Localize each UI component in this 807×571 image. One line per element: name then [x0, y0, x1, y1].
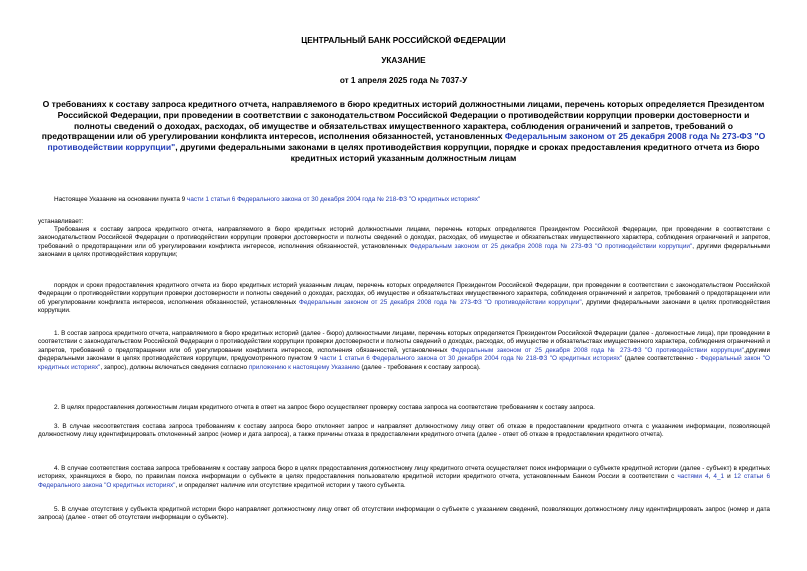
- title-text-tail: , другими федеральными законами в целях противодействия коррупции, порядке и сроках предоставления кредитного отчета из бюро кредитных историй указанным должностным лицам: [175, 142, 760, 163]
- title-text: О требованиях к составу запроса кредитного отчета, направляемого в бюро кредитных историй должностными лицами, перечень которых определяется Президентом Российской Федерации, при проведении в соответствии с законодательством Российской Федерации о противодействии коррупции проверки достоверности и полноты сведений о доходах, расходах, об имуществе и обязательствах имущественного характера, соблюдения ограничений и запретов, требований о предотвращении или об урегулировании конфликта интересов, исполнения обязанностей, установленных: [41, 99, 765, 142]
- law-link[interactable]: Федеральным законом от 25 декабря 2008 года № 273-ФЗ "О противодействии коррупции": [299, 298, 582, 306]
- preamble: [54, 196, 480, 204]
- appendix-link[interactable]: приложению к настоящему Указанию: [248, 363, 360, 371]
- title-law-link[interactable]: Федеральным законом от 25 декабря 2008 года № 273-ФЗ "О противодействии коррупции": [47, 131, 766, 153]
- paragraph-text: и: [724, 473, 734, 481]
- paragraph-text: ,другими федеральными законами в целях противодействия коррупции, предусмотренного пунктом 9: [38, 346, 771, 363]
- paragraph-text: ,: [708, 473, 714, 481]
- doc-type-heading: УКАЗАНИЕ: [381, 56, 426, 65]
- clause-3: 3. В случае несоответствия состава запроса требованиям к составу запроса бюро отклоняет запрос и направляет должностному лицу ответ об отказе в предоставлении кредитного отчета с указанием информации, позволяющей должностному лицу идентифицировать отклоненный запрос (номер и дата запроса), а также причины отказа в предоставлении кредитного отчета (далее - ответ об отказе в предоставлении кредитного отчета).: [38, 423, 770, 439]
- paragraph-text: 1. В состав запроса кредитного отчета, направляемого в бюро кредитных историй (далее - бюро) должностными лицами, перечень которых определяется Президентом Российской Федерации (далее - должностные лица), при проведении в соответствии с законодательством Российской Федерации о противодействии коррупции проверки достоверности и полноты сведений о доходах, расходах, об имуществе и обязательствах имущественного характера, соблюдения ограничений и запретов, требований о предотвращении или об урегулировании конфликта интересов, исполнения обязанностей, установленных: [38, 330, 770, 354]
- law-link[interactable]: частями 4: [677, 473, 709, 481]
- paragraph-text: , другими федеральными законами в целях противодействия коррупции.: [38, 298, 771, 315]
- clause-5: 5. В случае отсутствия у субъекта кредитной истории бюро направляет должностному лицу ответ об отсутствии информации о субъекте с указанием сведений, позволяющих должностному лицу идентифицировать запрос (номер и дата запроса) (далее - ответ об отсутствии информации о субъекте).: [38, 506, 770, 522]
- paragraph-text: , и определяет наличие или отсутствие кредитной истории у такого субъекта.: [175, 481, 406, 489]
- paragraph-text: , другими федеральными законами в целях противодействия коррупции;: [38, 242, 770, 259]
- clause-4: [38, 465, 770, 490]
- preamble-law-link[interactable]: части 1 статьи 6 Федерального закона от 30 декабря 2004 года № 218-ФЗ "О кредитных историях": [187, 196, 481, 203]
- paragraph-text: (далее - требования к составу запроса).: [359, 363, 481, 371]
- law-link[interactable]: Федеральный закон "О кредитных историях": [38, 355, 771, 371]
- paragraph-text: Требования к составу запроса кредитного отчета, направляемого в бюро кредитных историй должностными лицами, перечень которых определяется Президентом Российской Федерации, при проведении в соответствии с законодательством Российской Федерации о противодействии коррупции проверки достоверности и полноты сведений о доходах, расходах, об имуществе и обязательствах имущественного характера, соблюдения ограничений и запретов, требований о предотвращении или об урегулировании конфликта интересов, исполнения обязанностей, установленных: [38, 226, 770, 250]
- paragraph-text: , запрос), должны включаться сведения согласно: [100, 363, 249, 371]
- paragraph-procedure: [38, 282, 770, 316]
- clause-1: [38, 330, 770, 372]
- law-link[interactable]: Федеральным законом от 25 декабря 2008 года № 273-ФЗ "О противодействии коррупции": [451, 346, 744, 354]
- clause-2: 2. В целях предоставления должностным лицам кредитного отчета в ответ на запрос бюро осуществляет проверку состава запроса на соответствие требованиям к составу запроса.: [54, 404, 595, 411]
- law-link[interactable]: 12 статьи 6 Федерального закона "О кредитных историях": [38, 473, 770, 489]
- paragraph-text: 4. В случае соответствия состава запроса требованиям к составу запроса бюро в целях предоставления должностному лицу кредитного отчета осуществляет поиск информации о субъекте кредитной истории (далее - субъект) в кредитных историях, хранящихся в бюро, по правилам поиска информации о субъекте в целях предоставления пользователю кредитной истории кредитного отчета, установленным Банком России в соответствии с: [38, 465, 770, 481]
- paragraph-requirements: [38, 226, 770, 260]
- paragraph-text: (далее соответственно -: [622, 355, 701, 363]
- paragraph-text: порядок и сроки предоставления кредитного отчета из бюро кредитных историй указанным лицам, перечень которых определяется Президентом Российской Федерации, при проведении в соответствии с законодательством Российской Федерации о противодействии коррупции проверки достоверности и полноты сведений о доходах, расходах, об имуществе и обязательствах имущественного характера, соблюдения ограничений и запретов, требований о предотвращении или об урегулировании конфликта интересов, исполнения обязанностей, установленных: [38, 282, 770, 306]
- doc-date-number: от 1 апреля 2025 года № 7037-У: [339, 76, 468, 85]
- establishes-label: устанавливает:: [38, 218, 84, 225]
- law-link[interactable]: Федеральным законом от 25 декабря 2008 года № 273-ФЗ "О противодействии коррупции": [409, 242, 693, 250]
- law-link[interactable]: части 1 статьи 6 Федерального закона от 30 декабря 2004 года № 218-ФЗ "О кредитных историях": [319, 355, 623, 363]
- law-link[interactable]: 4_1: [713, 473, 725, 481]
- preamble-text: Настоящее Указание на основании пункта 9: [54, 196, 187, 203]
- issuer-heading: ЦЕНТРАЛЬНЫЙ БАНК РОССИЙСКОЙ ФЕДЕРАЦИИ: [301, 36, 506, 45]
- document-title: [40, 99, 767, 164]
